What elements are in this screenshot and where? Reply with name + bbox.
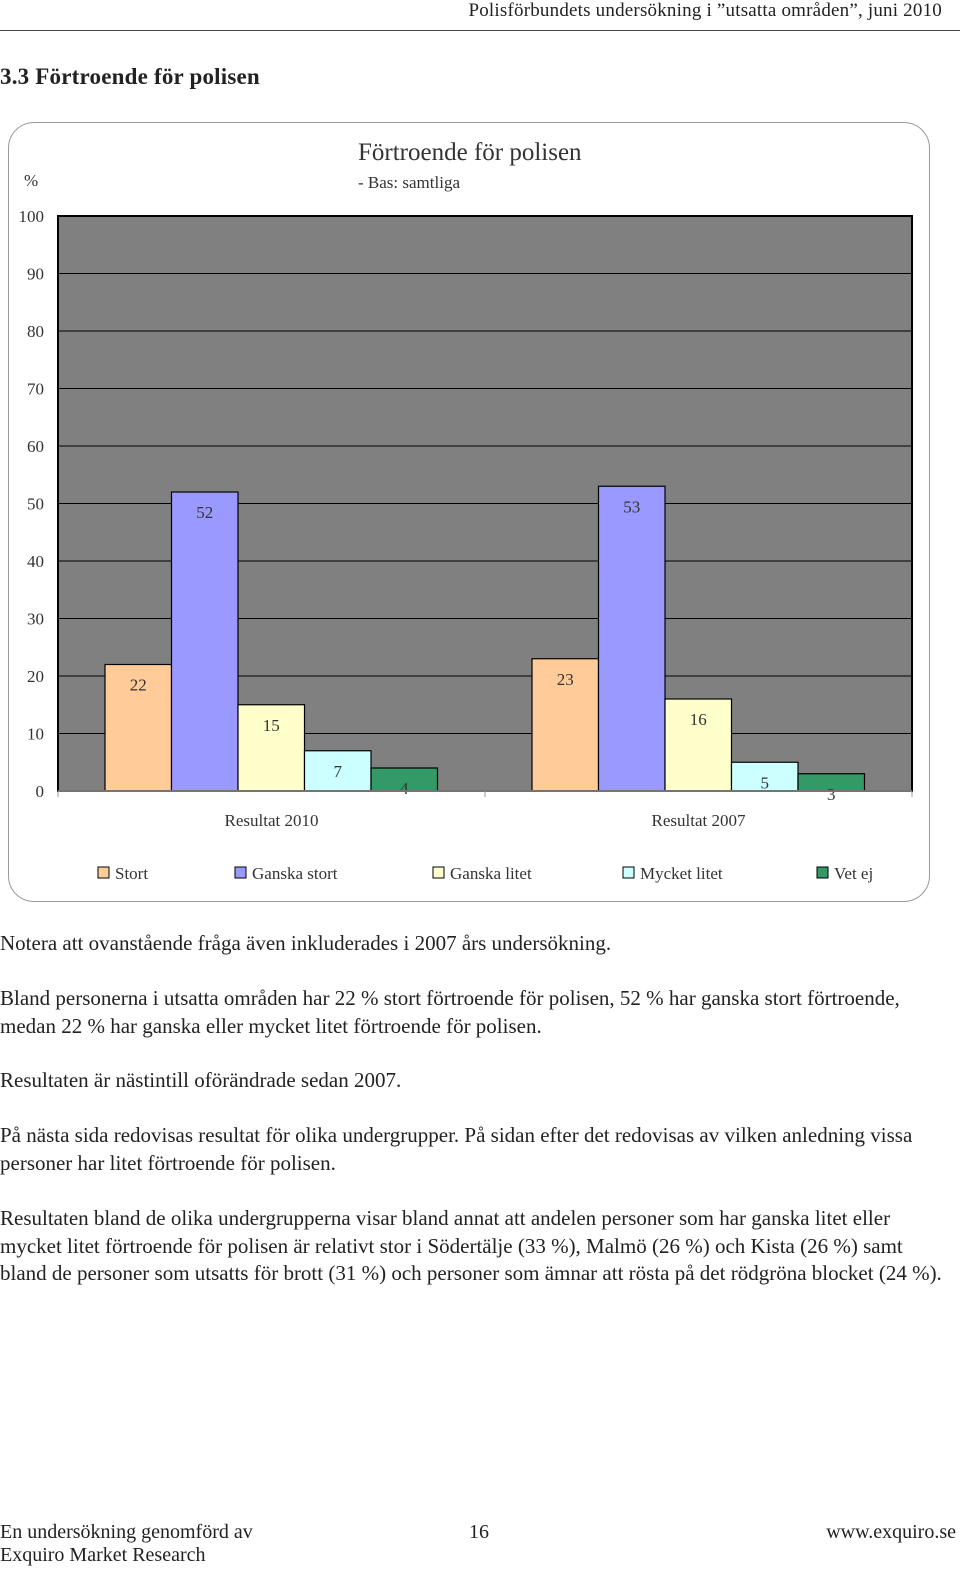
x-category-label-1: Resultat 2010 [224,811,319,830]
legend-swatch-ganska-litet [433,867,444,878]
y-tick-label-100: 100 [18,207,44,226]
y-tick-label-20: 20 [27,667,44,686]
page-number: 16 [469,1521,489,1543]
data-label-ganska-stort-2: 53 [623,497,641,517]
plot-area [19,207,913,830]
chart-y-axis-label: % [24,171,39,190]
y-tick-label-50: 50 [27,494,44,514]
x-category-label-2: Resultat 2007 [651,811,746,830]
legend-label-mycket-litet: Mycket litet [640,864,723,883]
bar-ganska-stort-1 [172,492,239,791]
chart-subtitle: - Bas: samtliga [358,173,460,192]
footer-credit-line1: En undersökning genomförd av [0,1521,253,1543]
footer-credit-line2: Exquiro Market Research [0,1544,206,1566]
data-label-ganska-stort-1: 52 [196,503,214,522]
y-tick-label-70: 70 [27,379,44,399]
paragraph-next-page: På nästa sida redovisas resultat för olika undergrupper. På sidan efter det redovisas av vilken anledning vissa personer har litet förtroende för polisen. [0,1123,913,1175]
y-tick-label-10: 10 [27,724,44,744]
y-tick-label-40: 40 [27,552,44,571]
legend-label-ganska-litet: Ganska litet [450,864,532,883]
data-label-mycket-litet-1: 7 [333,761,342,781]
chart-legend [98,864,873,883]
data-label-mycket-litet-2: 5 [760,773,769,793]
legend-label-vet-ej: Vet ej [834,864,874,883]
y-tick-label-0: 0 [35,782,44,801]
y-tick-label-90: 90 [27,264,44,284]
paragraph-unchanged: Resultaten är nästintill oförändrade sedan 2007. [0,1068,402,1092]
chart-title: Förtroende för polisen [358,139,582,166]
paragraph-subgroups: Resultaten bland de olika undergrupperna visar bland annat att andelen personer som har ganska litet eller mycket litet förtroende för polisen är relativt stor i Södertälje (33 %), Malmö (26 %) och Kista (26 %) samt bland de personer som utsatts för brott (31 %) och personer som ämnar att rösta på det rödgröna blocket (24 %). [0,1206,942,1285]
chart-note: Notera att ovanstående fråga även inkluderades i 2007 års undersökning. [0,931,612,955]
data-label-vet-ej-1: 4 [400,779,409,798]
legend-swatch-stort [98,867,109,878]
legend-swatch-vet-ej [817,867,828,878]
paragraph-summary: Bland personerna i utsatta områden har 22 % stort förtroende för polisen, 52 % har ganska stort förtroende, medan 22 % har ganska eller mycket litet förtroende för polisen. [0,986,900,1038]
document-header-title: Polisförbundets undersökning i ”utsatta områden”, juni 2010 [468,0,942,21]
footer-credit [0,1521,253,1567]
data-label-stort-1: 22 [129,675,147,695]
legend-swatch-ganska-stort [235,867,246,878]
bar-ganska-stort-2 [599,486,666,791]
data-label-ganska-litet-1: 15 [262,715,280,735]
y-tick-label-80: 80 [27,322,44,341]
y-tick-label-60: 60 [27,437,44,456]
data-label-stort-2: 23 [556,669,574,689]
section-title: 3.3 Förtroende för polisen [0,64,260,89]
legend-swatch-mycket-litet [623,867,634,878]
footer-website-link[interactable]: www.exquiro.se [826,1521,956,1543]
legend-label-stort: Stort [115,864,149,883]
legend-label-ganska-stort: Ganska stort [252,864,338,883]
data-label-vet-ej-2: 3 [827,784,836,804]
y-tick-label-30: 30 [27,609,44,629]
data-label-ganska-litet-2: 16 [689,710,707,729]
